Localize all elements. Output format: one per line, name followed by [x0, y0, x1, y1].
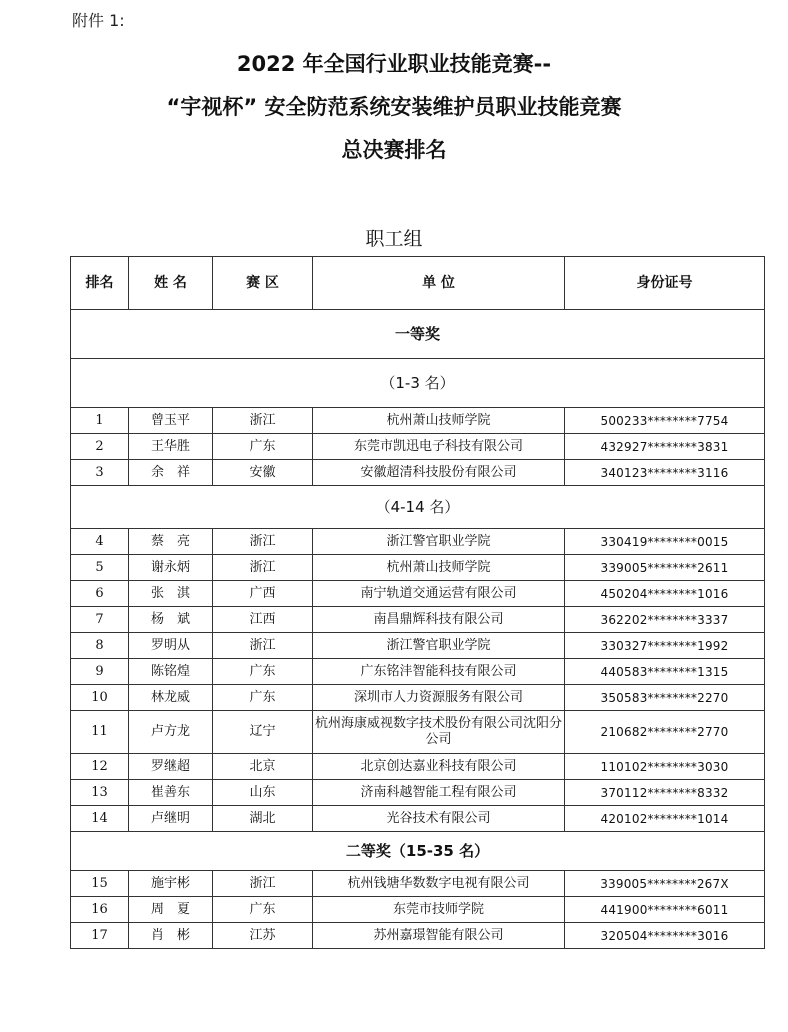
section-range-4-14: （4-14 名） — [71, 486, 765, 529]
region-cell: 江苏 — [213, 923, 313, 949]
name-cell: 陈铭煌 — [129, 659, 213, 685]
id-cell: 362202********3337 — [565, 607, 765, 633]
name-cell: 谢永炳 — [129, 555, 213, 581]
unit-cell: 杭州海康威视数字技术股份有限公司沈阳分公司 — [313, 711, 565, 754]
id-cell: 440583********1315 — [565, 659, 765, 685]
id-cell: 110102********3030 — [565, 754, 765, 780]
table-row — [71, 607, 765, 633]
region-cell: 浙江 — [213, 555, 313, 581]
id-cell: 339005********267X — [565, 871, 765, 897]
region-cell: 广东 — [213, 434, 313, 460]
rank-cell: 8 — [71, 633, 129, 659]
header-rank: 排名 — [71, 257, 129, 310]
rank-cell: 2 — [71, 434, 129, 460]
section-second-prize: 二等奖（15-35 名） — [71, 832, 765, 871]
id-cell: 330419********0015 — [565, 529, 765, 555]
header-region: 赛 区 — [213, 257, 313, 310]
rank-cell: 16 — [71, 897, 129, 923]
rank-cell: 11 — [71, 711, 129, 754]
name-cell: 罗继超 — [129, 754, 213, 780]
table-row — [71, 897, 765, 923]
unit-cell: 苏州嘉璟智能有限公司 — [313, 923, 565, 949]
name-cell: 崔善东 — [129, 780, 213, 806]
region-cell: 辽宁 — [213, 711, 313, 754]
table-row — [71, 659, 765, 685]
rank-cell: 4 — [71, 529, 129, 555]
region-cell: 浙江 — [213, 529, 313, 555]
name-cell: 张 淇 — [129, 581, 213, 607]
region-cell: 湖北 — [213, 806, 313, 832]
name-cell: 曾玉平 — [129, 408, 213, 434]
ranking-table — [70, 256, 765, 949]
table-row — [71, 529, 765, 555]
id-cell: 340123********3116 — [565, 460, 765, 486]
header-name: 姓 名 — [129, 257, 213, 310]
table-row — [71, 754, 765, 780]
name-cell: 杨 斌 — [129, 607, 213, 633]
unit-cell: 浙江警官职业学院 — [313, 633, 565, 659]
section-first-prize: 一等奖 — [71, 310, 765, 359]
table-row — [71, 871, 765, 897]
region-cell: 江西 — [213, 607, 313, 633]
table-row — [71, 711, 765, 754]
unit-cell: 济南科越智能工程有限公司 — [313, 780, 565, 806]
name-cell: 罗明从 — [129, 633, 213, 659]
rank-cell: 1 — [71, 408, 129, 434]
table-row — [71, 780, 765, 806]
rank-cell: 10 — [71, 685, 129, 711]
rank-cell: 7 — [71, 607, 129, 633]
group-heading: 职工组 — [365, 228, 423, 250]
region-cell: 广东 — [213, 659, 313, 685]
id-cell: 450204********1016 — [565, 581, 765, 607]
unit-cell: 南昌鼎辉科技有限公司 — [313, 607, 565, 633]
region-cell: 浙江 — [213, 633, 313, 659]
unit-cell: 杭州萧山技师学院 — [313, 408, 565, 434]
rank-cell: 15 — [71, 871, 129, 897]
table-body — [71, 310, 765, 949]
rank-cell: 6 — [71, 581, 129, 607]
rank-cell: 3 — [71, 460, 129, 486]
unit-cell: 东莞市凯迅电子科技有限公司 — [313, 434, 565, 460]
unit-cell: 广东铭沣智能科技有限公司 — [313, 659, 565, 685]
title-line-2: “宇视杯” 安全防范系统安装维护员职业技能竞赛 — [166, 95, 622, 119]
name-cell: 王华胜 — [129, 434, 213, 460]
table-row — [71, 806, 765, 832]
region-cell: 广东 — [213, 897, 313, 923]
id-cell: 320504********3016 — [565, 923, 765, 949]
header-id: 身份证号 — [565, 257, 765, 310]
id-cell: 330327********1992 — [565, 633, 765, 659]
id-cell: 339005********2611 — [565, 555, 765, 581]
id-cell: 432927********3831 — [565, 434, 765, 460]
section-row-first-prize — [71, 310, 765, 359]
table-row — [71, 555, 765, 581]
name-cell: 卢继明 — [129, 806, 213, 832]
rank-cell: 5 — [71, 555, 129, 581]
rank-cell: 9 — [71, 659, 129, 685]
name-cell: 林龙威 — [129, 685, 213, 711]
region-cell: 广东 — [213, 685, 313, 711]
id-cell: 500233********7754 — [565, 408, 765, 434]
unit-cell: 南宁轨道交通运营有限公司 — [313, 581, 565, 607]
name-cell: 余 祥 — [129, 460, 213, 486]
name-cell: 周 夏 — [129, 897, 213, 923]
region-cell: 安徽 — [213, 460, 313, 486]
unit-cell: 深圳市人力资源服务有限公司 — [313, 685, 565, 711]
header-row — [71, 257, 765, 310]
region-cell: 浙江 — [213, 408, 313, 434]
unit-cell: 北京创达嘉业科技有限公司 — [313, 754, 565, 780]
name-cell: 肖 彬 — [129, 923, 213, 949]
unit-cell: 光谷技术有限公司 — [313, 806, 565, 832]
region-cell: 浙江 — [213, 871, 313, 897]
header-unit: 单 位 — [313, 257, 565, 310]
rank-cell: 12 — [71, 754, 129, 780]
region-cell: 广西 — [213, 581, 313, 607]
table-row — [71, 923, 765, 949]
name-cell: 蔡 亮 — [129, 529, 213, 555]
table-row — [71, 581, 765, 607]
title-line-1: 2022 年全国行业职业技能竞赛-- — [236, 52, 552, 76]
table-row — [71, 434, 765, 460]
region-cell: 北京 — [213, 754, 313, 780]
rank-cell: 13 — [71, 780, 129, 806]
section-range-1-3: （1-3 名） — [71, 359, 765, 408]
rank-cell: 17 — [71, 923, 129, 949]
attachment-label: 附件 1: — [72, 11, 125, 30]
unit-cell: 杭州钱塘华数数字电视有限公司 — [313, 871, 565, 897]
id-cell: 350583********2270 — [565, 685, 765, 711]
section-row-second-prize — [71, 832, 765, 871]
name-cell: 卢方龙 — [129, 711, 213, 754]
unit-cell: 安徽超清科技股份有限公司 — [313, 460, 565, 486]
region-cell: 山东 — [213, 780, 313, 806]
table-row — [71, 408, 765, 434]
section-row-range-4-14 — [71, 486, 765, 529]
unit-cell: 杭州萧山技师学院 — [313, 555, 565, 581]
table-row — [71, 685, 765, 711]
name-cell: 施宇彬 — [129, 871, 213, 897]
id-cell: 210682********2770 — [565, 711, 765, 754]
rank-cell: 14 — [71, 806, 129, 832]
id-cell: 370112********8332 — [565, 780, 765, 806]
title-line-3: 总决赛排名 — [341, 138, 447, 162]
section-row-range-1-3 — [71, 359, 765, 408]
unit-cell: 浙江警官职业学院 — [313, 529, 565, 555]
unit-cell: 东莞市技师学院 — [313, 897, 565, 923]
id-cell: 441900********6011 — [565, 897, 765, 923]
id-cell: 420102********1014 — [565, 806, 765, 832]
table-row — [71, 460, 765, 486]
table-row — [71, 633, 765, 659]
